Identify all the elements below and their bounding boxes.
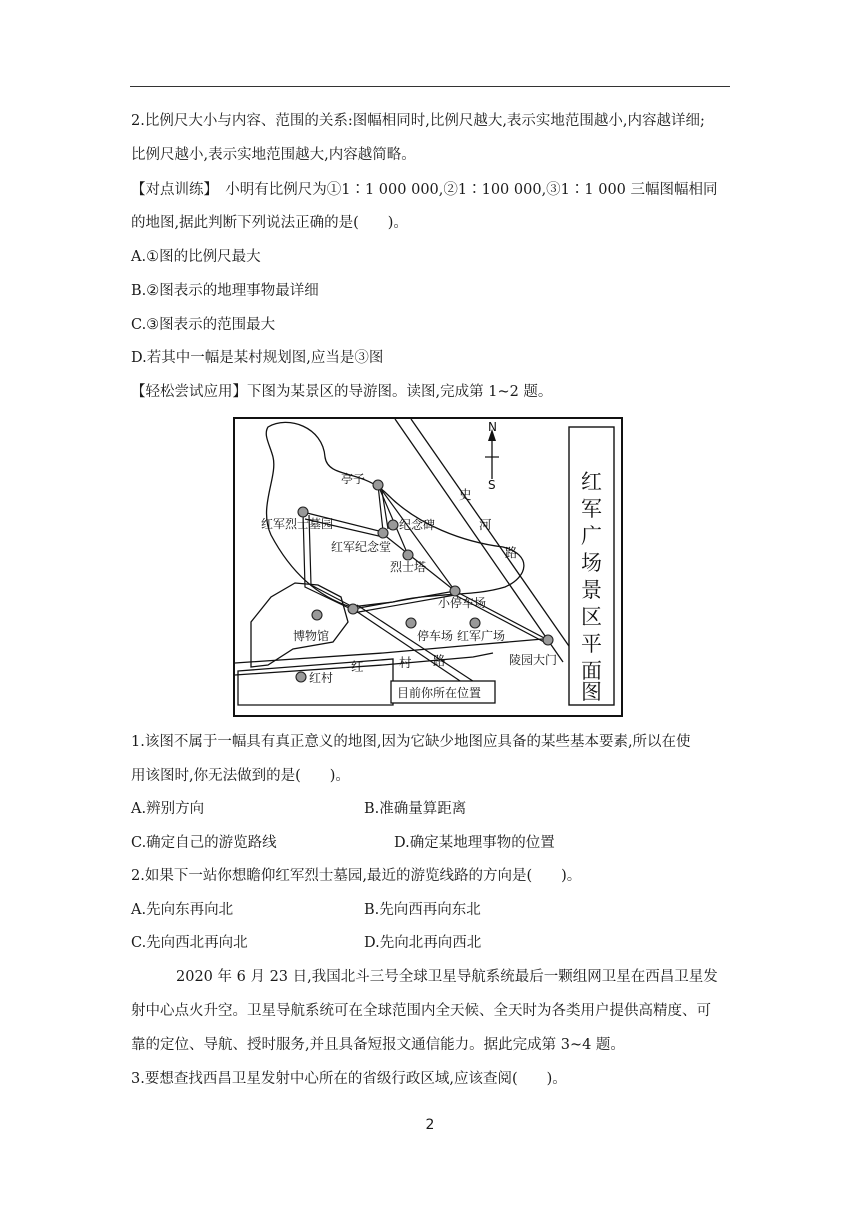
map-title-char: 区 [581,605,602,629]
q2-option-b[interactable]: B.先向西再向东北 [364,902,481,918]
label-memorial-hall: 红军纪念堂 [331,540,392,554]
map-title-char: 面 [581,659,602,683]
q1-option-b[interactable]: B.准确量算距离 [364,801,467,817]
road-hongcun-char: 路 [433,653,446,668]
practice-option-b[interactable]: B.②图表示的地理事物最详细 [131,283,319,299]
apply-intro: 【轻松尝试应用】下图为某景区的导游图。读图,完成第 1~2 题。 [131,384,553,400]
label-hongcun: 红村 [309,671,334,685]
map-title-char: 红 [581,470,602,494]
practice-line2: 的地图,据此判断下列说法正确的是( )。 [131,215,408,231]
point2-line1: 2.比例尺大小与内容、范围的关系:图幅相同时,比例尺越大,表示实地范围越小,内容越详细; [131,113,705,129]
passage-line2: 射中心点火升空。卫星导航系统可在全球范围内全天候、全天时为各类用户提供高精度、可 [131,1003,711,1019]
label-monument: 纪念碑 [399,518,436,532]
road-hongcun-char: 红 [351,659,364,674]
label-small-parking: 小停车场 [438,596,487,610]
q1-line1: 1.该图不属于一幅具有真正意义的地图,因为它缺少地图应具备的某些基本要素,所以在使 [131,734,691,750]
practice-option-c[interactable]: C.③图表示的范围最大 [131,317,276,333]
q1-option-a[interactable]: A.辨别方向 [131,801,205,817]
label-pavilion: 亭子 [341,472,366,486]
q3-line1: 3.要想查找西昌卫星发射中心所在的省级行政区域,应该查阅( )。 [131,1071,567,1087]
node-hongcun [296,672,306,682]
q1-option-d[interactable]: D.确定某地理事物的位置 [394,835,555,851]
q2-option-a[interactable]: A.先向东再向北 [131,902,234,918]
node-martyr-tower [403,550,413,560]
q2-line1: 2.如果下一站你想瞻仰红军烈士墓园,最近的游览线路的方向是( )。 [131,868,582,884]
node-junction [348,604,358,614]
q1-line2: 用该图时,你无法做到的是( )。 [131,768,350,784]
q2-option-c[interactable]: C.先向西北再向北 [131,935,248,951]
node-pavilion [373,480,383,490]
map-title-char: 广 [581,524,602,548]
label-parking: 停车场 [417,629,454,643]
label-red-army-square: 红军广场 [457,629,506,643]
node-cemetery-gate [543,635,553,645]
node-parking [406,618,416,628]
label-cemetery-gate: 陵园大门 [509,653,558,667]
q1-option-c[interactable]: C.确定自己的游览路线 [131,835,277,851]
map-title-char: 景 [581,578,602,602]
passage-line1: 2020 年 6 月 23 日,我国北斗三号全球卫星导航系统最后一颗组网卫星在西昌卫星发 [176,969,718,985]
node-cemetery [298,507,308,517]
q2-option-d[interactable]: D.先向北再向西北 [364,935,482,951]
practice-option-d[interactable]: D.若其中一幅是某村规划图,应当是③图 [131,350,384,366]
node-monument [388,520,398,530]
map-title-char: 平 [581,632,602,656]
label-cemetery: 红军烈士墓园 [261,517,334,531]
node-red-army-square [470,618,480,628]
label-martyr-tower: 烈士塔 [390,560,427,574]
road-hongcun-char: 村 [399,655,412,670]
practice-line1: 【对点训练】 小明有比例尺为①1∶1 000 000,②1∶100 000,③1∶1 000 三幅图幅相同 [131,182,718,198]
north-label: N [488,420,497,434]
south-label: S [488,478,496,492]
map-title [581,470,602,704]
map-title-char: 军 [581,497,602,521]
practice-option-a[interactable]: A.①图的比例尺最大 [131,249,261,265]
label-museum: 博物馆 [293,629,330,643]
road-shihe-char: 路 [505,545,518,560]
map-title-char: 场 [581,551,602,575]
passage-line3: 靠的定位、导航、授时服务,并且具备短报文通信能力。据此完成第 3~4 题。 [131,1037,625,1053]
page-number: 2 [425,1117,435,1133]
label-current-location: 目前你所在位置 [397,686,482,700]
node-memorial-hall [378,528,388,538]
map-title-char: 图 [581,680,602,704]
scenic-area-map [233,417,623,717]
road-shihe-char: 史 [459,487,472,502]
header-rule [130,86,730,87]
road-shihe-char: 河 [479,517,492,532]
node-museum [312,610,322,620]
point2-line2: 比例尺越小,表示实地范围越大,内容越简略。 [131,147,416,163]
node-small-parking [450,586,460,596]
